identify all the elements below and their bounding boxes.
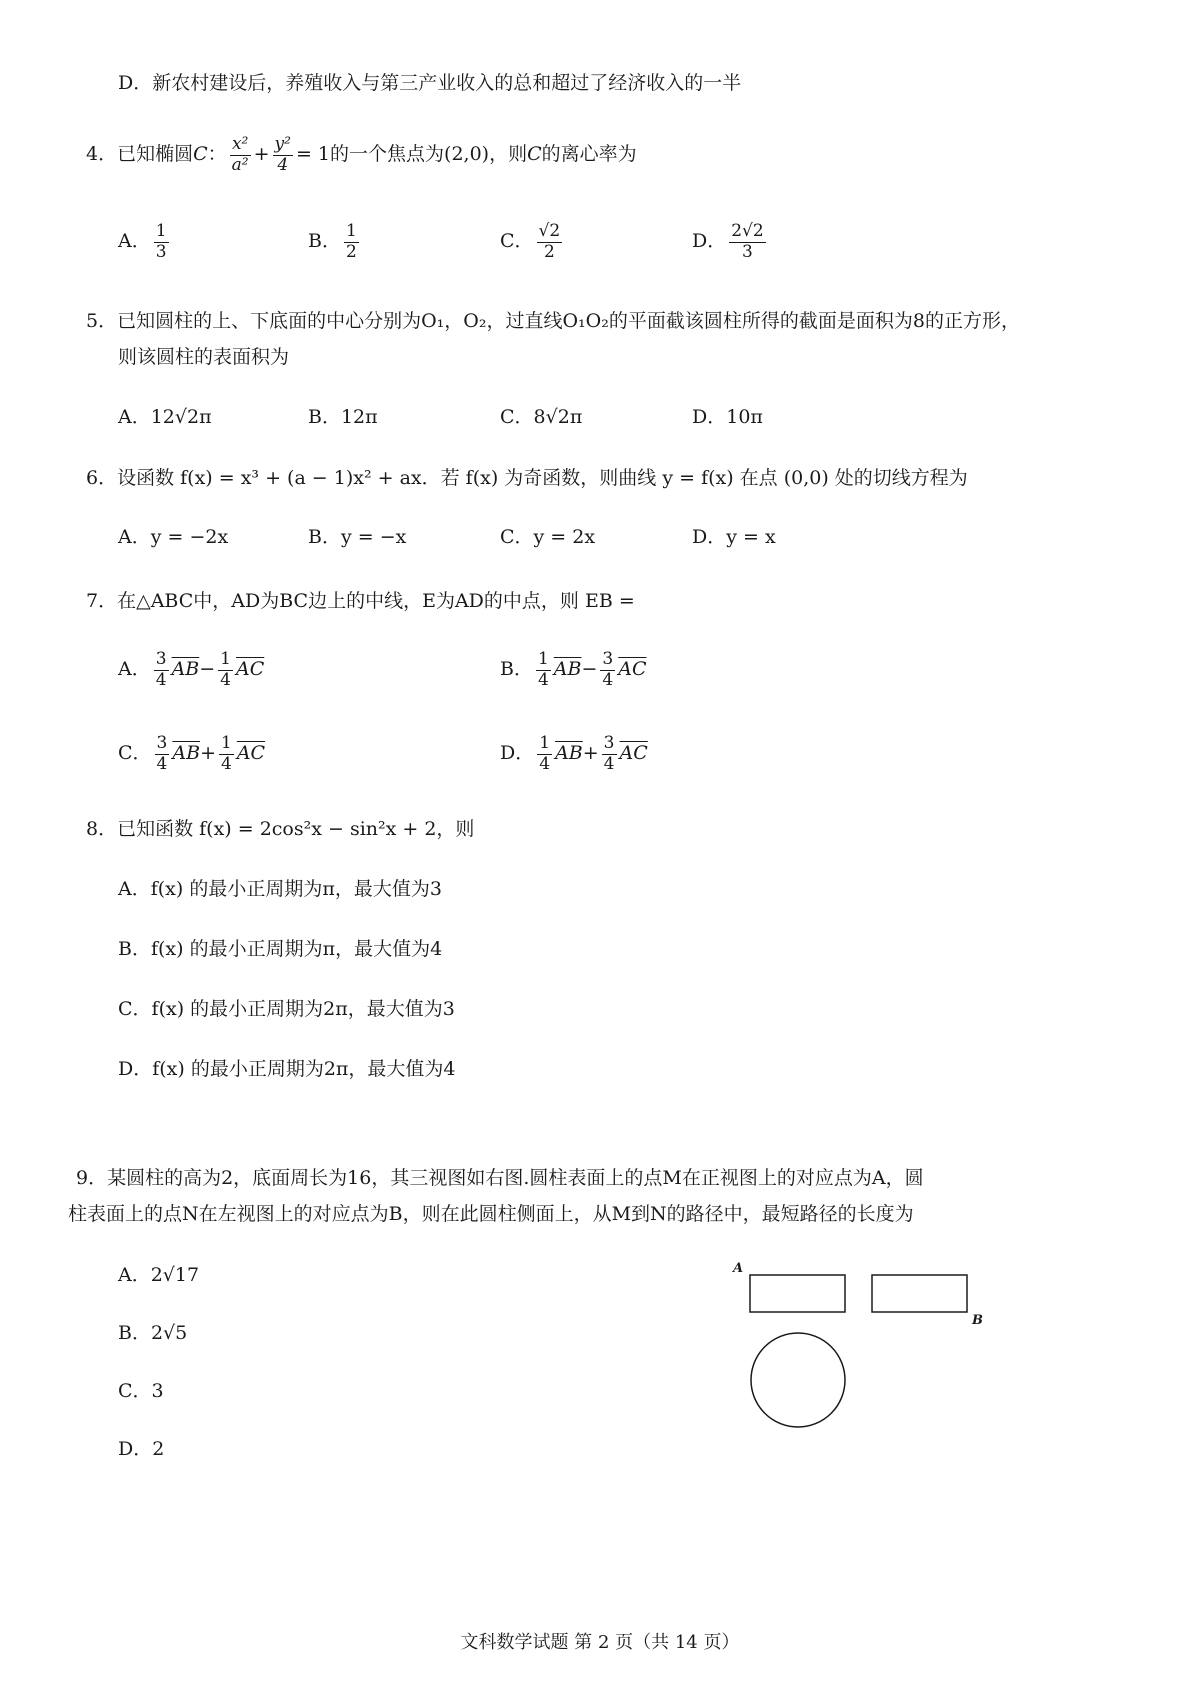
q4-option-c-den: 2: [543, 241, 555, 262]
q7-option-a-frac1: [154, 650, 169, 690]
q6-option-b: B．y = −x: [308, 526, 407, 548]
q7-a-num2: 1: [220, 649, 231, 669]
q8-option-c: C．f(x) 的最小正周期为2π，最大值为3: [118, 998, 455, 1020]
page-footer: 文科数学试题 第 2 页（共 14 页）: [460, 1632, 740, 1653]
q7-option-b-frac1: [536, 650, 551, 690]
q7-stem: 7．在△ABC中，AD为BC边上的中线，E为AD的中点，则 EB =: [86, 590, 635, 612]
q4-option-d-num: 2√2: [731, 221, 764, 241]
q7-d-op: +: [582, 742, 599, 765]
q7-option-a: [118, 650, 264, 690]
q7-c-num2: 1: [220, 733, 232, 753]
q7-a-num1: 3: [155, 649, 167, 669]
q3-option-d: D．新农村建设后，养殖收入与第三产业收入的总和超过了经济收入的一半: [118, 72, 742, 94]
q7-option-d-frac1: [537, 734, 552, 774]
q7-c-op: +: [200, 742, 216, 765]
q7-a-op: −: [199, 658, 216, 681]
q4-text-pre: 已知椭圆: [117, 143, 194, 166]
q9-option-c: C．3: [118, 1380, 164, 1402]
q4-option-a: [118, 222, 172, 262]
q7-c-num1: 3: [156, 733, 168, 753]
q7-option-a-label: A．: [118, 658, 151, 681]
q9-stem-line2: 柱表面上的点N在左视图上的对应点为B，则在此圆柱侧面上，从M到N的路径中，最短路径的长度为: [68, 1203, 914, 1225]
q7-option-d-label: D．: [500, 742, 535, 765]
q7-d-vec2: $\overline{AC}$: [619, 742, 648, 765]
q4-option-d-label: D．: [692, 230, 727, 253]
side-view-rect: [872, 1275, 967, 1312]
q4-option-a-num: 1: [155, 221, 167, 241]
q4-stem: [86, 135, 637, 175]
q7-d-num2: 3: [603, 733, 615, 753]
q7-a-vec2: $\overline{AC}$: [236, 658, 265, 681]
q4-point: (2,0): [444, 143, 490, 166]
figure-label-a: A: [733, 1261, 744, 1276]
q4-comma: ，则: [489, 143, 528, 166]
q4-colon: ：: [207, 143, 227, 166]
q4-frac-y: [273, 135, 293, 175]
q7-option-c-frac1: [155, 734, 170, 774]
q4-var-c2: C: [527, 143, 542, 166]
q4-option-d: [692, 222, 769, 262]
q8-option-a: A．f(x) 的最小正周期为π，最大值为3: [118, 878, 442, 900]
q7-b-num1: 1: [537, 649, 549, 669]
figure-label-b: B: [972, 1313, 983, 1328]
q6-stem: 6．设函数 f(x) = x³ + (a − 1)x² + ax．若 f(x) 为奇函数，则曲线 y = f(x) 在点 (0,0) 处的切线方程为: [86, 467, 968, 489]
q5-stem-line2: 则该圆柱的表面积为: [118, 346, 290, 368]
q4-frac-y-den: 4: [277, 154, 289, 175]
q9-option-b: B．2√5: [118, 1322, 188, 1344]
q7-option-b: [500, 650, 647, 690]
q4-option-c-num: √2: [538, 221, 561, 241]
q7-option-c-frac2: [219, 734, 234, 774]
q9-option-d: D．2: [118, 1438, 165, 1460]
q4-option-b-num: 1: [345, 221, 357, 241]
q9-option-a: A．2√17: [118, 1264, 200, 1286]
q8-option-d: D．f(x) 的最小正周期为2π，最大值为4: [118, 1058, 456, 1080]
q4-text-mid: 的一个焦点为: [330, 143, 445, 166]
q7-c-vec2: $\overline{AC}$: [236, 742, 266, 765]
q7-option-a-frac2: [218, 650, 233, 690]
top-view-circle: [751, 1333, 845, 1427]
q4-option-c-label: C．: [500, 230, 534, 253]
q6-option-a: A．y = −2x: [118, 526, 229, 548]
q7-b-den1: 4: [537, 669, 549, 690]
q7-d-den2: 4: [603, 753, 615, 774]
q8-option-b: B．f(x) 的最小正周期为π，最大值为4: [118, 938, 443, 960]
q7-option-c-label: C．: [118, 742, 152, 765]
q7-option-d: [500, 734, 648, 774]
q7-a-vec1: $\overline{AB}$: [171, 658, 200, 681]
q4-eq: = 1: [295, 143, 331, 166]
q4-option-b: [308, 222, 362, 262]
q4-option-b-frac: [344, 222, 359, 262]
q7-a-den1: 4: [155, 669, 167, 690]
q5-option-b: B．12π: [308, 406, 378, 428]
q4-option-a-label: A．: [118, 230, 151, 253]
q7-b-vec1: $\overline{AB}$: [553, 658, 582, 681]
three-view-figure: [725, 1255, 985, 1455]
q4-number: 4．: [86, 143, 118, 166]
q7-c-den1: 4: [156, 753, 168, 774]
q9-stem-line1: 9．某圆柱的高为2，底面周长为16，其三视图如右图.圆柱表面上的点M在正视图上的对应点为A，圆: [76, 1167, 924, 1189]
q4-option-a-frac: [154, 222, 169, 262]
q4-frac-x-num: x²: [230, 135, 251, 156]
q7-option-d-frac2: [602, 734, 617, 774]
q6-option-d: D．y = x: [692, 526, 776, 548]
front-view-rect: [750, 1275, 845, 1312]
q7-d-num1: 1: [539, 733, 551, 753]
q4-option-b-label: B．: [308, 230, 341, 253]
q7-c-vec1: $\overline{AB}$: [172, 742, 201, 765]
q7-b-num2: 3: [602, 649, 614, 669]
q7-option-b-label: B．: [500, 658, 533, 681]
q7-d-vec1: $\overline{AB}$: [555, 742, 583, 765]
q4-option-c: [500, 222, 565, 262]
q4-text-post: 的离心率为: [541, 143, 637, 166]
q4-option-b-den: 2: [345, 241, 357, 262]
q4-option-a-den: 3: [155, 241, 167, 262]
q5-stem-line1: 5．已知圆柱的上、下底面的中心分别为O₁，O₂，过直线O₁O₂的平面截该圆柱所得的截面是面积为8的正方形，: [86, 310, 1020, 332]
q8-stem: 8．已知函数 f(x) = 2cos²x − sin²x + 2，则: [86, 818, 475, 840]
q4-frac-x-den: a²: [231, 154, 249, 175]
q5-option-a: A．12√2π: [118, 406, 212, 428]
q4-option-d-den: 3: [742, 241, 753, 262]
q7-b-vec2: $\overline{AC}$: [618, 658, 647, 681]
q7-b-den2: 4: [602, 669, 614, 690]
q4-frac-y-num: y²: [274, 134, 291, 154]
q4-frac-x: [230, 135, 251, 175]
q4-option-c-frac: [537, 222, 563, 262]
q7-c-den2: 4: [220, 753, 232, 774]
q7-b-op: −: [581, 658, 598, 681]
q7-option-c: [118, 734, 265, 774]
q5-option-c: C．8√2π: [500, 406, 583, 428]
q7-option-b-frac2: [600, 650, 615, 690]
q4-plus: +: [253, 143, 270, 166]
q6-option-c: C．y = 2x: [500, 526, 596, 548]
q7-d-den1: 4: [539, 753, 551, 774]
q5-option-d: D．10π: [692, 406, 763, 428]
q7-a-den2: 4: [220, 669, 231, 690]
q4-option-d-frac: [729, 222, 765, 262]
q4-var-c: C: [193, 143, 208, 166]
